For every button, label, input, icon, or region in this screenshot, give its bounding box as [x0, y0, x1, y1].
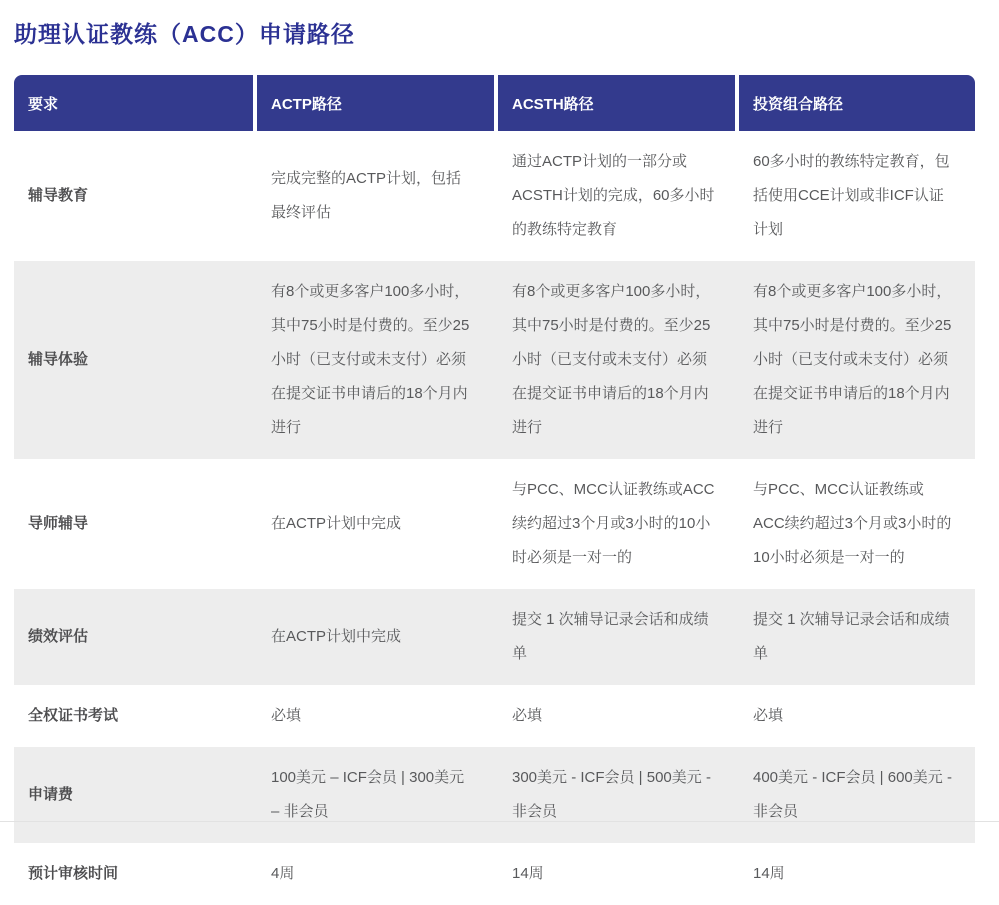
- row-cell: 400美元 - ICF会员 | 600美元 - 非会员: [753, 769, 952, 820]
- table-row-coaching-experience: [14, 261, 975, 459]
- row-label: 辅导体验: [28, 351, 89, 368]
- row-cell: 提交 1 次辅导记录会话和成绩单: [512, 611, 709, 662]
- table-row-coaching-education: [14, 131, 975, 261]
- table-header-row: [14, 75, 975, 131]
- acc-paths-table: [14, 75, 975, 905]
- row-cell: 60多小时的教练特定教育，包括使用CCE计划或非ICF认证计划: [753, 153, 950, 238]
- row-cell: 提交 1 次辅导记录会话和成绩单: [753, 611, 950, 662]
- table-row-performance-evaluation: [14, 589, 975, 685]
- bottom-divider: [0, 821, 999, 822]
- row-cell: 有8个或更多客户100多小时，其中75小时是付费的。至少25小时（已支付或未支付）必须在提交证书申请后的18个月内进行: [753, 283, 952, 436]
- row-cell: 14周: [512, 865, 544, 882]
- table-row-mentor-coaching: [14, 459, 975, 589]
- row-cell: 必填: [512, 707, 543, 724]
- row-label: 绩效评估: [28, 628, 89, 645]
- page-title: 助理认证教练（ACC）申请路径: [14, 21, 355, 47]
- row-cell: 300美元 - ICF会员 | 500美元 - 非会员: [512, 769, 711, 820]
- row-label: 申请费: [28, 786, 74, 803]
- header-cell-acsth-path: ACSTH路径: [498, 75, 735, 131]
- header-cell-actp-path: ACTP路径: [257, 75, 494, 131]
- row-label: 辅导教育: [28, 187, 89, 204]
- row-cell: 4周: [271, 865, 295, 882]
- row-cell: 14周: [753, 865, 785, 882]
- row-cell: 与PCC、MCC认证教练或ACC续约超过3个月或3小时的10小时必须是一对一的: [512, 481, 715, 566]
- row-cell: 必填: [753, 707, 784, 724]
- row-cell: 完成完整的ACTP计划，包括最终评估: [271, 170, 462, 221]
- row-cell: 与PCC、MCC认证教练或ACC续约超过3个月或3小时的10小时必须是一对一的: [753, 481, 952, 566]
- row-cell: 有8个或更多客户100多小时，其中75小时是付费的。至少25小时（已支付或未支付）必须在提交证书申请后的18个月内进行: [271, 283, 470, 436]
- table-row-review-time: [14, 843, 975, 905]
- row-cell: 通过ACTP计划的一部分或ACSTH计划的完成，60多小时的教练特定教育: [512, 153, 715, 238]
- row-cell: 在ACTP计划中完成: [271, 515, 402, 532]
- row-label: 预计审核时间: [28, 865, 119, 882]
- header-cell-requirement: 要求: [14, 75, 253, 131]
- table-body: [14, 131, 975, 905]
- row-label: 导师辅导: [28, 515, 89, 532]
- header-cell-portfolio-path: 投资组合路径: [739, 75, 975, 131]
- table-row-application-fee: [14, 747, 975, 843]
- row-cell: 必填: [271, 707, 302, 724]
- row-cell: 有8个或更多客户100多小时，其中75小时是付费的。至少25小时（已支付或未支付）必须在提交证书申请后的18个月内进行: [512, 283, 711, 436]
- row-label: 全权证书考试: [28, 707, 119, 724]
- row-cell: 100美元 – ICF会员 | 300美元 – 非会员: [271, 769, 465, 820]
- row-cell: 在ACTP计划中完成: [271, 628, 402, 645]
- table-row-credential-exam: [14, 685, 975, 747]
